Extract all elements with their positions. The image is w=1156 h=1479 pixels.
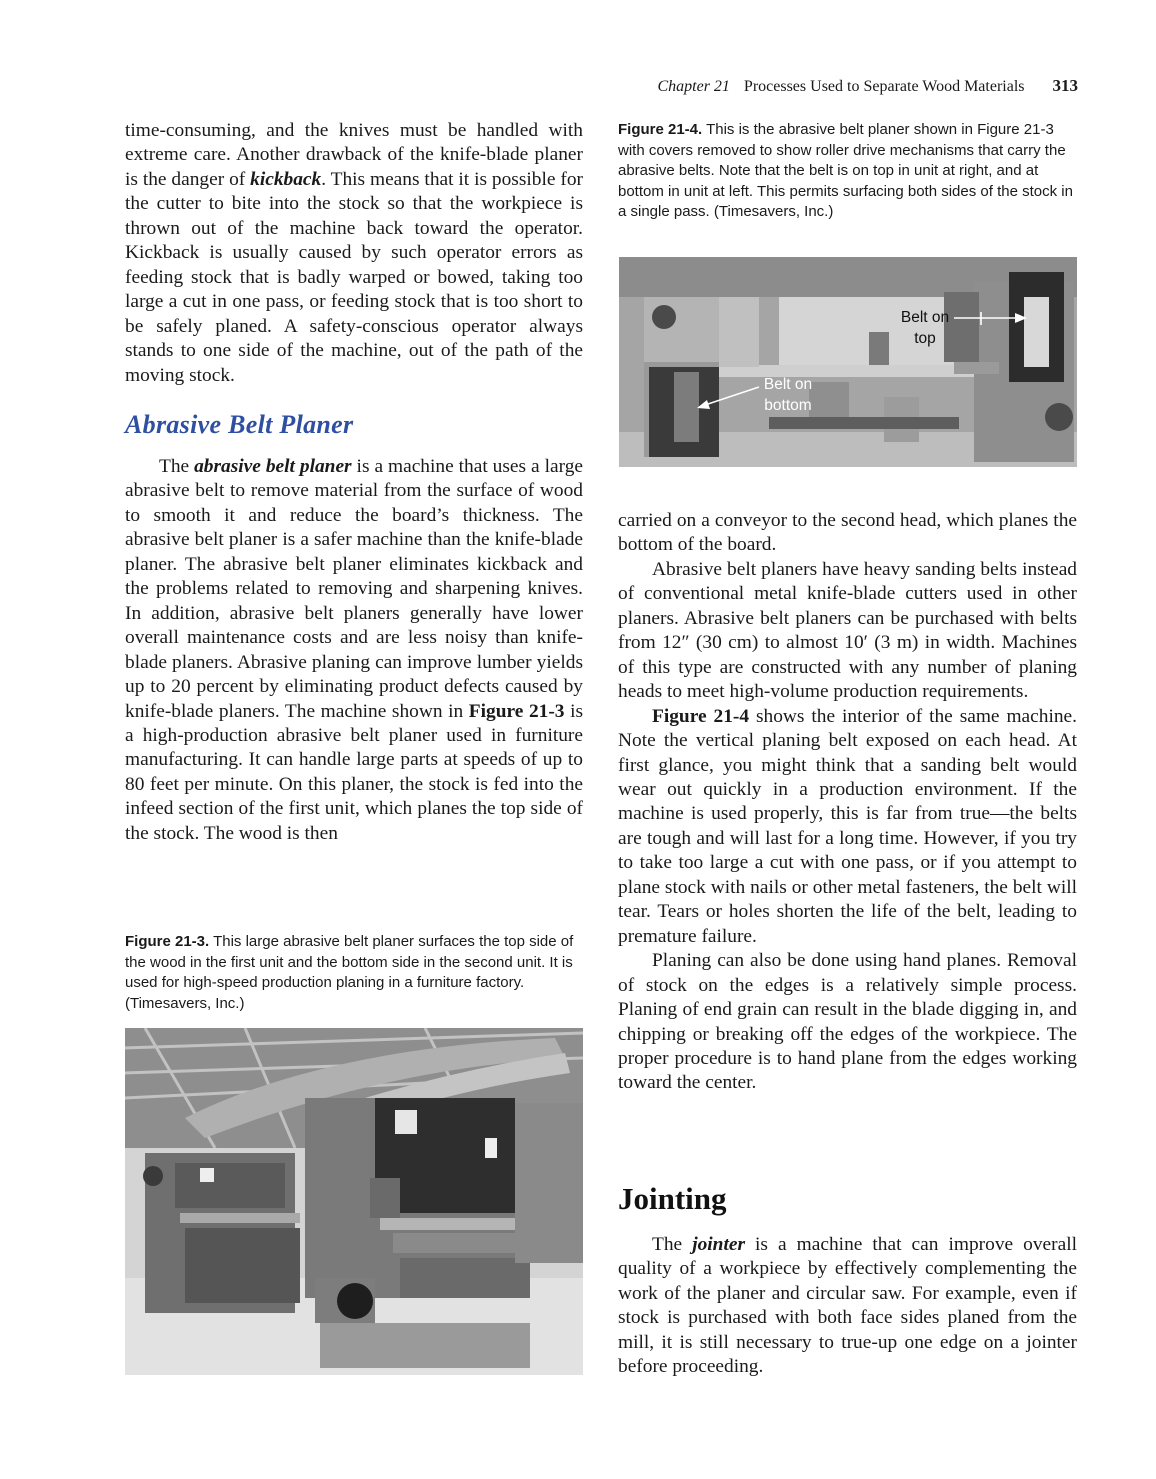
figure-21-3-label: Figure 21-3. [125,933,210,950]
figure-21-4-caption: Figure 21-4. This is the abrasive belt planer shown in Figure 21-3 with covers removed to show roller drive mechanisms that carry the abrasive belts. Note that the belt is on top in unit at right, and at bottom in unit at left. This permits surfacing both sides of the stock in a single pass. (Timesavers, Inc.) [618,121,1073,221]
figure-ref-21-4: Figure 21-4 [652,705,750,727]
paragraph-kickback: time-consuming, and the knives must be handled with extreme care. Another drawback of the knife-blade planer is the danger of kickback. This means that it is possible for the cutter to bite into the stock so that the workpiece is thrown out of the machine back toward the operator. Kickback is usually caused by such operator errors as feeding stock that is badly warped or bowed, taking too large a cut in one pass, or feeding stock that is too short to be safely planed. A safety-conscious operator always stands to one side of the machine, out of the path of the moving stock. [125,120,583,386]
term-jointer: jointer [692,1234,745,1255]
paragraph-sanding-belts: Abrasive belt planers have heavy sanding belts instead of conventional metal knife-blade cutters used in other planers. Abrasive belt planers can be purchased with belts from 12″ (30 cm) to almost 10′ (3 m) in width. Machines of this type are constructed with any number of planing heads to meet high-volume production requirements. [618,558,1077,703]
abrasive-belt-planer-photo [125,1028,583,1375]
figure-21-4-photo [619,257,1077,467]
planer-interior-photo [619,257,1077,467]
paragraph-jointer: The jointer is a machine that can improve overall quality of a workpiece by effectively complementing the work of the planer and circular saw. For example, even if stock is purchased with both face sides planed from the mill, it is still necessary to true-up one edge on a jointer before proceeding. [618,1234,1078,1378]
section-heading-abrasive-belt-planer: Abrasive Belt Planer [125,410,354,439]
chapter-label: Chapter 21 [657,78,730,95]
callout-belt-on-bottom: Belt on bottom [763,376,813,414]
term-kickback: kickback [250,168,322,190]
figure-21-3-caption: Figure 21-3. This large abrasive belt planer surfaces the top side of the wood in the first unit and the bottom side in the second unit. It is used for high-speed production planing in a furniture factory. (Timesavers, Inc.) [125,933,574,1012]
running-header [560,76,1078,96]
figure-ref-21-3: Figure 21-3 [468,700,565,722]
left-column-abrasive [125,455,583,846]
paragraph-hand-planes: Planing can also be done using hand planes. Removal of stock on the edges is a relatively simple process. Planing of end grain can result in the blade digging in, and chipping or breaking off the edges of the workpiece. The proper procedure is to hand plane from the edges working toward the center. [618,950,1077,1094]
callout-belt-on-top: Belt on top [900,309,950,347]
paragraph-interior: Figure 21-4 shows the interior of the same machine. Note the vertical planing belt exposed on each head. At first glance, you might think that a sanding belt would wear out quickly in a production environment. If the machine is used properly, this is far from true—the belts are tough and will last for a long time. However, if you try to take too large a cut with one pass, or if you attempt to plane stock with nails or other metal fasteners, the belt will tear. Tears or holes shorten the life of the belt, leading to premature failure. [618,705,1077,947]
section-heading-jointing: Jointing [618,1181,727,1216]
right-column-jointing [618,1233,1077,1380]
figure-21-4-label: Figure 21-4. [618,121,703,138]
left-column-intro [125,119,583,388]
paragraph-continuation: carried on a conveyor to the second head, which planes the bottom of the board. [618,510,1077,556]
page-number: 313 [1052,76,1078,95]
paragraph-abrasive-belt-planer: The abrasive belt planer is a machine that uses a large abrasive belt to remove material from the surface of wood to smooth it and reduce the board’s thickness. The abrasive belt planer is a safer machine than the knife-blade planer. The abrasive belt planer eliminates kickback and the problems related to removing and sharpening knives. In addition, abrasive belt planers generally have lower overall maintenance costs and are less noisy than knife-blade planers. Abrasive planing can improve lumber yields up to 20 percent by eliminating product defects caused by knife-blade planers. The machine shown in Figure 21-3 is a high-production abrasive belt planer used in furniture manufacturing. It can handle large parts at speeds of up to 80 feet per minute. On this planer, the stock is fed into the infeed section of the first unit, which planes the top side of the stock. The wood is then [125,456,584,844]
right-column-body [618,509,1077,1096]
term-abrasive-belt-planer: abrasive belt planer [194,456,352,477]
chapter-title: Processes Used to Separate Wood Materials [743,78,1025,95]
figure-21-3-photo [125,1028,583,1375]
